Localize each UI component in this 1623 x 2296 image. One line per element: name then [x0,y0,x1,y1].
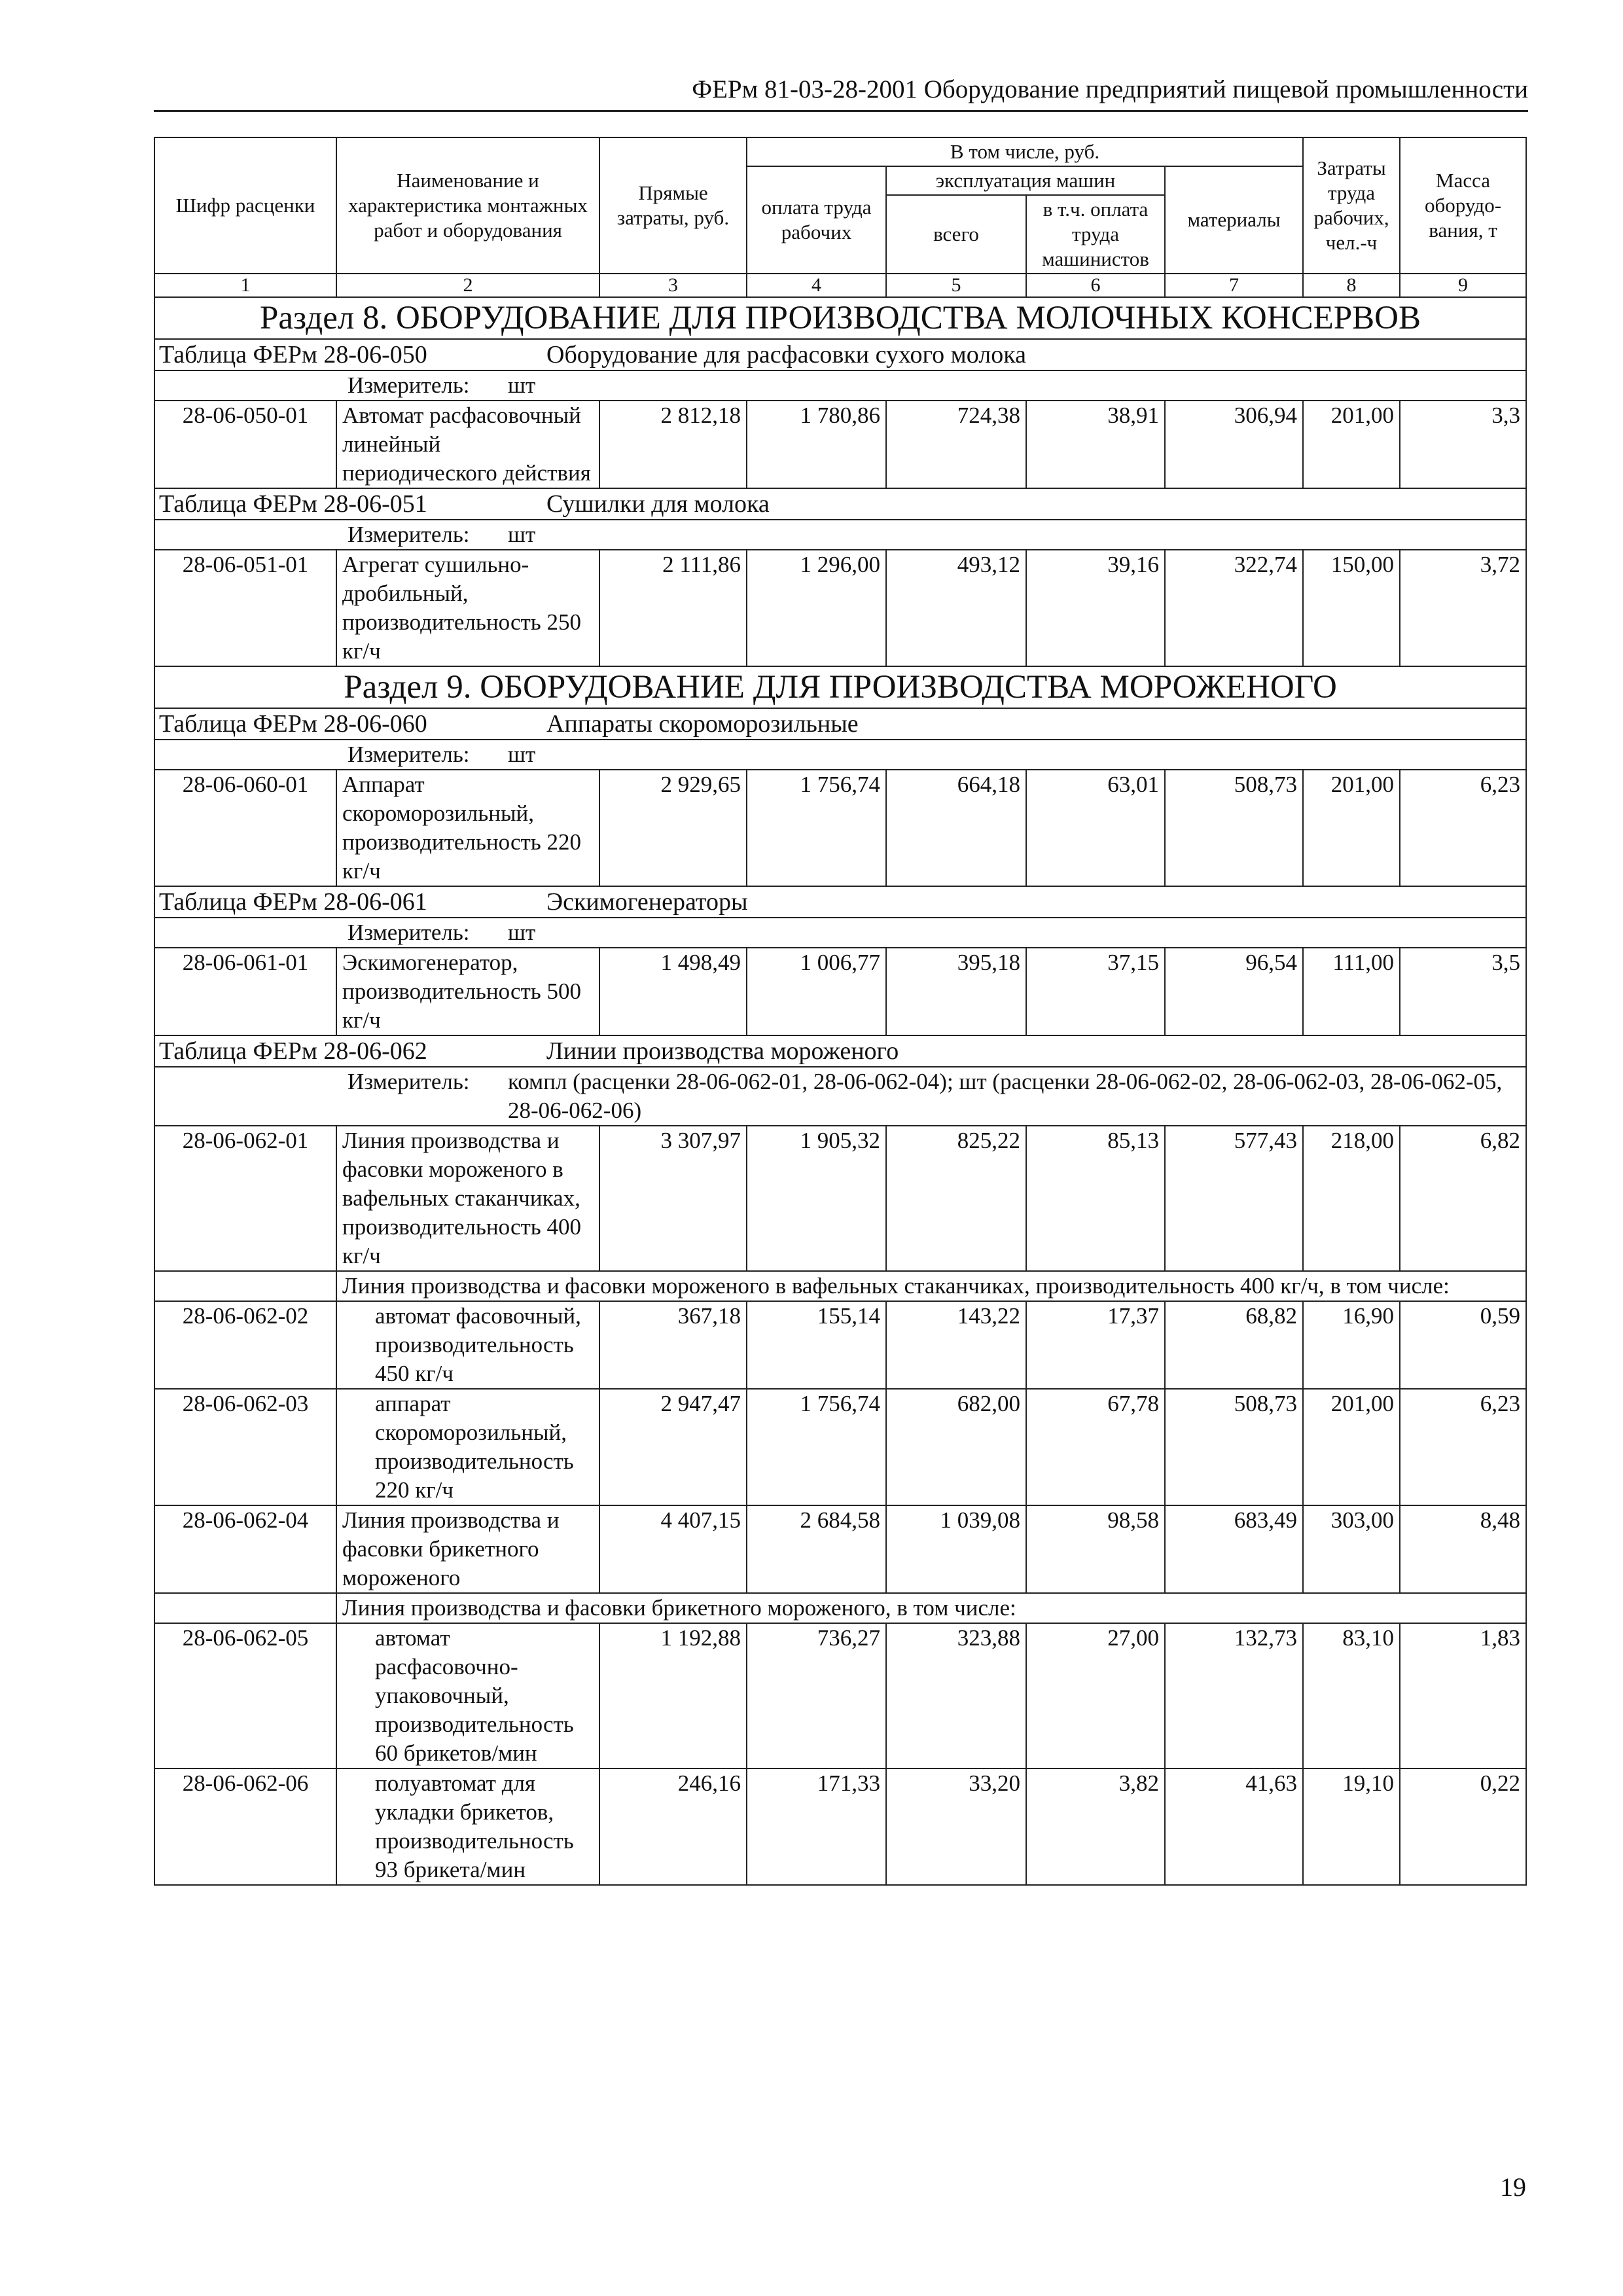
labor-cost: 1 006,77 [747,948,886,1035]
table-name: Эскимогенераторы [546,888,748,916]
labor-hours: 111,00 [1303,948,1400,1035]
table-id: Таблица ФЕРм 28-06-062 [159,1037,427,1065]
direct-cost: 2 947,47 [599,1389,747,1505]
machines-total: 724,38 [886,401,1026,488]
section-title: Раздел 9. ОБОРУДОВАНИЕ ДЛЯ ПРОИЗВОДСТВА МОРОЖЕНОГО [154,666,1526,708]
labor-hours: 201,00 [1303,401,1400,488]
equipment-mass: 3,5 [1400,948,1526,1035]
measure-row [154,370,1526,401]
labor-hours: 16,90 [1303,1301,1400,1389]
labor-hours: 218,00 [1303,1126,1400,1271]
rate-name: Автомат расфасовочный линейный периодического действия [336,401,599,488]
rate-name: Агрегат сушильно-дробильный, производительность 250 кг/ч [336,550,599,666]
rate-name: автомат фасовочный, производительность 450 кг/ч [336,1301,599,1389]
direct-cost: 1 192,88 [599,1623,747,1768]
rate-code: 28-06-050-01 [154,401,336,488]
col-name-header: Наименование и характеристика монтажных работ и оборудования [336,137,599,274]
machines-total: 493,12 [886,550,1026,666]
table-caption [154,886,1526,918]
direct-cost: 2 111,86 [599,550,747,666]
subheader-row [154,1593,1526,1623]
measure-value: шт [508,920,536,945]
materials-cost: 132,73 [1165,1623,1303,1768]
table-caption [154,339,1526,370]
column-number: 8 [1303,274,1400,297]
table-row [154,1505,1526,1593]
labor-cost: 1 905,32 [747,1126,886,1271]
direct-cost: 2 929,65 [599,770,747,886]
machines-total: 664,18 [886,770,1026,886]
col-machines-labor-header: в т.ч. оплата труда машинистов [1026,195,1165,274]
labor-cost: 1 756,74 [747,770,886,886]
machines-labor: 17,37 [1026,1301,1165,1389]
table-row [154,401,1526,488]
table-name: Оборудование для расфасовки сухого молока [546,341,1026,368]
materials-cost: 577,43 [1165,1126,1303,1271]
table-name: Аппараты скороморозильные [546,710,859,738]
machines-total: 682,00 [886,1389,1026,1505]
equipment-mass: 0,22 [1400,1768,1526,1885]
table-row [154,1301,1526,1389]
rate-name: Аппарат скороморозильный, производительность 220 кг/ч [336,770,599,886]
labor-cost: 171,33 [747,1768,886,1885]
equipment-mass: 6,23 [1400,1389,1526,1505]
column-number: 4 [747,274,886,297]
column-number: 7 [1165,274,1303,297]
measure-row [154,520,1526,550]
materials-cost: 683,49 [1165,1505,1303,1593]
rate-code: 28-06-062-04 [154,1505,336,1593]
section-row [154,297,1526,339]
measure-row [154,1067,1526,1126]
table-row [154,1126,1526,1271]
equipment-mass: 0,59 [1400,1301,1526,1389]
rate-code: 28-06-062-05 [154,1623,336,1768]
section-title: Раздел 8. ОБОРУДОВАНИЕ ДЛЯ ПРОИЗВОДСТВА МОЛОЧНЫХ КОНСЕРВОВ [154,297,1526,339]
machines-total: 825,22 [886,1126,1026,1271]
measure-label: Измеритель: [348,920,470,945]
labor-hours: 303,00 [1303,1505,1400,1593]
labor-hours: 150,00 [1303,550,1400,666]
table-caption [154,1035,1526,1067]
equipment-mass: 8,48 [1400,1505,1526,1593]
materials-cost: 68,82 [1165,1301,1303,1389]
measure-label: Измеритель: [348,372,470,398]
document-title: ФЕРм 81-03-28-2001 Оборудование предприятий пищевой промышленности [692,75,1528,103]
col-mass-header: Масса оборудо-вания, т [1400,137,1526,274]
table-caption-row [154,886,1526,918]
rate-code: 28-06-060-01 [154,770,336,886]
table-id: Таблица ФЕРм 28-06-050 [159,341,427,368]
measure-cell [154,520,1526,550]
column-numbers-row [154,274,1526,297]
table-caption-row [154,708,1526,740]
materials-cost: 306,94 [1165,401,1303,488]
measure-row [154,918,1526,948]
measure-value: шт [508,372,536,398]
table-row [154,1623,1526,1768]
rate-code: 28-06-062-03 [154,1389,336,1505]
col-materials-header: материалы [1165,166,1303,274]
labor-cost: 2 684,58 [747,1505,886,1593]
rate-name: полуавтомат для укладки брикетов, производительность 93 брикета/мин [336,1768,599,1885]
rate-code: 28-06-061-01 [154,948,336,1035]
measure-value: компл (расценки 28-06-062-01, 28-06-062-04); шт (расценки 28-06-062-02, 28-06-062-03, 28-06-062-05, 28-06-062-06) [508,1069,1503,1123]
table-id: Таблица ФЕРм 28-06-051 [159,490,427,518]
rate-code: 28-06-062-01 [154,1126,336,1271]
subheader-row [154,1271,1526,1301]
table-caption-row [154,1035,1526,1067]
table-row [154,550,1526,666]
labor-hours: 19,10 [1303,1768,1400,1885]
col-code-header: Шифр расценки [154,137,336,274]
direct-cost: 3 307,97 [599,1126,747,1271]
page-number: 19 [1500,2172,1526,2202]
machines-labor: 38,91 [1026,401,1165,488]
col-direct-header: Прямые затраты, руб. [599,137,747,274]
col-machines-header: эксплуатация машин [886,166,1165,195]
measure-label: Измеритель: [348,742,470,767]
machines-total: 33,20 [886,1768,1026,1885]
equipment-mass: 1,83 [1400,1623,1526,1768]
column-number: 2 [336,274,599,297]
col-machines-total-header: всего [886,195,1026,274]
rate-name: Эскимогенератор, производительность 500 кг/ч [336,948,599,1035]
table-caption [154,488,1526,520]
section-row [154,666,1526,708]
rates-table [154,137,1527,1886]
rate-name: Линия производства и фасовки мороженого в вафельных стаканчиках, производительность 400 кг/ч [336,1126,599,1271]
column-number: 3 [599,274,747,297]
table-row [154,948,1526,1035]
rate-code: 28-06-062-06 [154,1768,336,1885]
machines-labor: 27,00 [1026,1623,1165,1768]
column-number: 5 [886,274,1026,297]
direct-cost: 1 498,49 [599,948,747,1035]
page-header [154,73,1528,112]
table-row [154,1389,1526,1505]
labor-cost: 1 780,86 [747,401,886,488]
measure-label: Измеритель: [348,1069,470,1094]
labor-cost: 1 756,74 [747,1389,886,1505]
table-id: Таблица ФЕРм 28-06-061 [159,888,427,916]
machines-labor: 85,13 [1026,1126,1165,1271]
direct-cost: 367,18 [599,1301,747,1389]
machines-labor: 37,15 [1026,948,1165,1035]
measure-label: Измеритель: [348,522,470,547]
machines-labor: 63,01 [1026,770,1165,886]
table-name: Линии производства мороженого [546,1037,899,1065]
table-body [154,297,1526,1885]
table-row [154,1768,1526,1885]
measure-cell [154,1067,1526,1126]
table-row [154,770,1526,886]
table-caption-row [154,488,1526,520]
measure-value: шт [508,522,536,547]
table-header [154,137,1526,297]
machines-labor: 39,16 [1026,550,1165,666]
col-labor-header: оплата труда рабочих [747,166,886,274]
labor-hours: 201,00 [1303,1389,1400,1505]
measure-cell [154,918,1526,948]
labor-hours: 83,10 [1303,1623,1400,1768]
subheader-code-cell [154,1271,336,1301]
col-hours-header: Затраты труда рабочих, чел.-ч [1303,137,1400,274]
rate-name: аппарат скороморозильный, производительность 220 кг/ч [336,1389,599,1505]
labor-cost: 1 296,00 [747,550,886,666]
materials-cost: 508,73 [1165,1389,1303,1505]
column-number: 9 [1400,274,1526,297]
materials-cost: 322,74 [1165,550,1303,666]
measure-cell [154,740,1526,770]
table-caption-row [154,339,1526,370]
labor-cost: 736,27 [747,1623,886,1768]
equipment-mass: 6,23 [1400,770,1526,886]
rate-code: 28-06-051-01 [154,550,336,666]
labor-cost: 155,14 [747,1301,886,1389]
machines-total: 1 039,08 [886,1505,1026,1593]
machines-total: 323,88 [886,1623,1026,1768]
measure-cell [154,370,1526,401]
table-caption [154,708,1526,740]
table-name: Сушилки для молока [546,490,770,518]
machines-total: 143,22 [886,1301,1026,1389]
materials-cost: 508,73 [1165,770,1303,886]
column-number: 6 [1026,274,1165,297]
subheader-text: Линия производства и фасовки брикетного мороженого, в том числе: [336,1593,1526,1623]
materials-cost: 96,54 [1165,948,1303,1035]
measure-row [154,740,1526,770]
rate-name: автомат расфасовочно-упаковочный, производительность 60 брикетов/мин [336,1623,599,1768]
measure-value: шт [508,742,536,767]
equipment-mass: 6,82 [1400,1126,1526,1271]
direct-cost: 4 407,15 [599,1505,747,1593]
machines-labor: 67,78 [1026,1389,1165,1505]
subheader-code-cell [154,1593,336,1623]
materials-cost: 41,63 [1165,1768,1303,1885]
column-number: 1 [154,274,336,297]
equipment-mass: 3,72 [1400,550,1526,666]
direct-cost: 2 812,18 [599,401,747,488]
table-id: Таблица ФЕРм 28-06-060 [159,710,427,738]
machines-total: 395,18 [886,948,1026,1035]
direct-cost: 246,16 [599,1768,747,1885]
rate-code: 28-06-062-02 [154,1301,336,1389]
subheader-text: Линия производства и фасовки мороженого в вафельных стаканчиках, производительность 400 кг/ч, в том числе: [336,1271,1526,1301]
measure-wrap [348,1067,1506,1125]
col-including-header: В том числе, руб. [747,137,1303,166]
labor-hours: 201,00 [1303,770,1400,886]
rate-name: Линия производства и фасовки брикетного мороженого [336,1505,599,1593]
equipment-mass: 3,3 [1400,401,1526,488]
machines-labor: 3,82 [1026,1768,1165,1885]
machines-labor: 98,58 [1026,1505,1165,1593]
